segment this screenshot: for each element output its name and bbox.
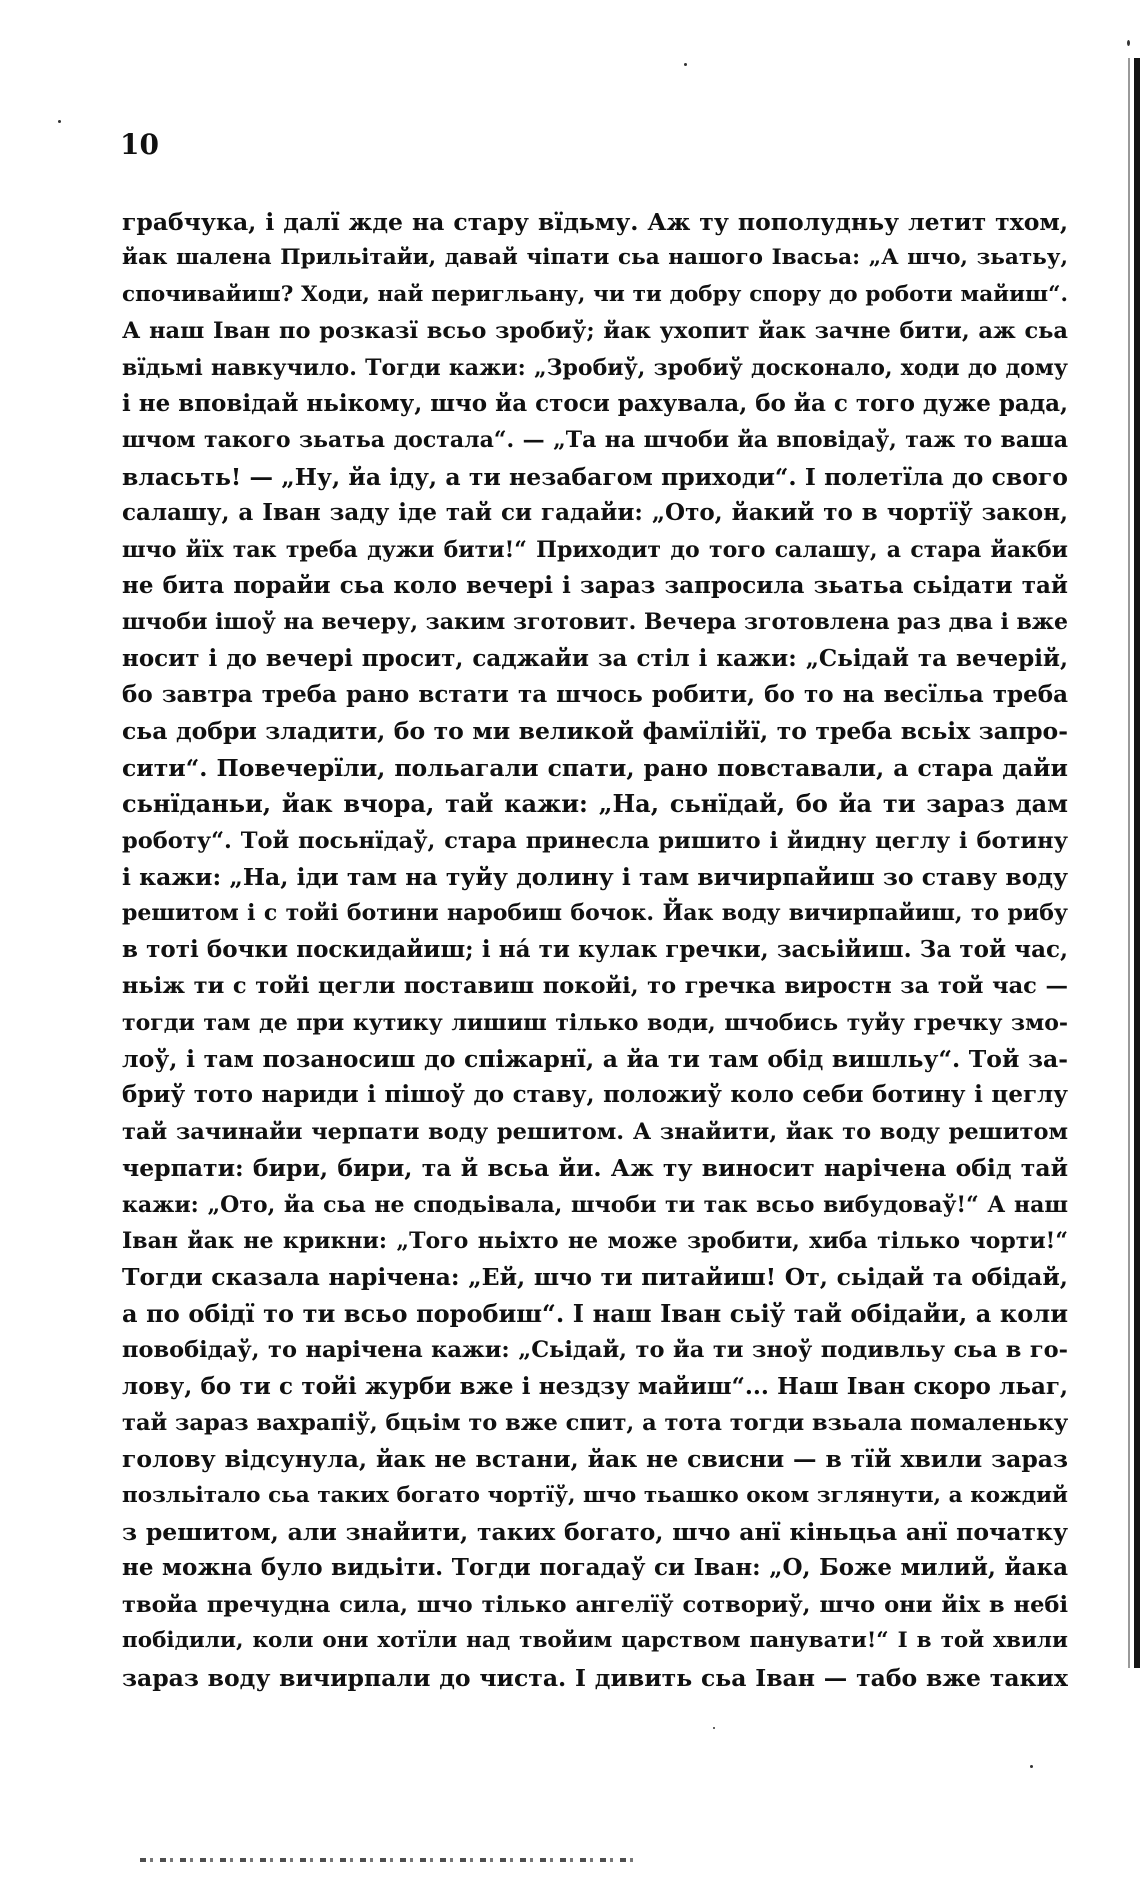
page-edge-bar	[1134, 58, 1140, 1668]
page-edge-line	[1128, 58, 1130, 1668]
text-line: не бита порайи сьа коло вечері і зараз запросила зьатьа сьідати тай	[122, 571, 1068, 599]
scan-speck	[58, 120, 61, 123]
page-number: 10	[120, 128, 159, 161]
text-line: з решитом, али знайити, таких богато, шчо анї кіньцьа анї початку	[122, 1518, 1068, 1547]
text-line: спочивайиш? Ходи, най перигльану, чи ти добру спору до роботи майиш“.	[122, 281, 1068, 307]
text-line: сьа добри зладити, бо то ми великой фамїлійї, то треба всьіх запро-	[122, 717, 1068, 746]
text-line: вїдьмі навкучило. Тогди кажи: „Зробиў, зробиў досконало, ходи до дому	[122, 354, 1068, 381]
scan-speck	[1030, 1765, 1033, 1768]
text-line: власьть! — „Ну, йа іду, а ти незабагом приходи“. І полетїла до свого	[122, 462, 1068, 491]
text-line: в тоті бочки поскидайиш; і на́ ти кулак гречки, засьійиш. За той час,	[122, 935, 1068, 963]
scan-speck	[713, 1727, 715, 1729]
text-line: Тогди сказала нарічена: „Ей, шчо ти питайиш! От, сьідай та обідай,	[122, 1263, 1068, 1292]
text-line: твойа пречудна сила, шчо тілько ангелїў сотвориў, шчо они йіх в небі	[122, 1591, 1068, 1618]
text-line: повобідаў, то нарічена кажи: „Сьідай, то йа ти зноў подивльу сьа в го-	[122, 1337, 1068, 1364]
text-line: шчом такого зьатьа достала“. — „Та на шчоби йа вповідаў, таж то ваша	[122, 427, 1068, 454]
scan-speck	[1127, 40, 1130, 46]
text-line: салашу, а Іван заду іде тай си гадайи: „Ото, йакий то в чортїў закон,	[122, 499, 1068, 527]
text-line: а по обідї то ти всьо поробиш“. І наш Іван сьіў тай обідайи, а коли	[122, 1298, 1068, 1328]
text-line: кажи: „Ото, йа сьа не сподьівала, шчоби ти так всьо вибудоваў!“ А наш	[122, 1191, 1068, 1218]
text-line: бо завтра треба рано встати та шчось робити, бо то на весїльа треба	[122, 681, 1068, 709]
text-line: шчо йїх так треба дужи бити!“ Приходит до того салашу, а стара йакби	[122, 536, 1068, 563]
text-line: не можна було видьіти. Тогди погадаў си Іван: „О, Боже милий, йака	[122, 1554, 1068, 1582]
text-line: голову відсунула, йак не встани, йак не свисни — в тїй хвили зараз	[122, 1445, 1068, 1474]
text-line: лоў, і там позаносиш до спіжарнї, а йа ти там обід вишльу“. Той за-	[122, 1044, 1068, 1073]
body-text	[122, 204, 1068, 1696]
text-line: ньіж ти с тойі цегли поставиш покойі, то гречка виростн за той час —	[122, 973, 1068, 1000]
text-line: роботу“. Той посьнїдаў, стара принесла ришито і йидну цеглу і ботину	[122, 827, 1068, 854]
text-line: побідили, коли они хотїли над твойим царством панувати!“ І в той хвили	[122, 1628, 1068, 1654]
text-line: Іван йак не крикни: „Того ньіхто не може зробити, хиба тілько чорти!“	[122, 1227, 1068, 1254]
text-line: йак шалена Прильітайи, давай чіпати сьа нашого Івасьа: „А шчо, зьатьу,	[122, 245, 1068, 271]
text-line: зараз воду вичирпали до чиста. І дивить сьа Іван — табо вже таких	[122, 1663, 1068, 1692]
text-line: носит і до вечері просит, саджайи за стіл і кажи: „Сьідай та вечерій,	[122, 644, 1068, 672]
text-line: сьнїданьи, йак вчора, тай кажи: „На, сьнїдай, бо йа ти зараз дам	[122, 789, 1068, 819]
scan-speck	[684, 63, 687, 66]
scan-smudge	[140, 1858, 640, 1862]
text-line: шчоби ішоў на вечеру, заким зготовит. Вечера зготовлена раз два і вже	[122, 609, 1068, 636]
text-line: тай зачинайи черпати воду решитом. А знайити, йак то воду решитом	[122, 1118, 1068, 1145]
text-line: і кажи: „На, іди там на туйу долину і там вичирпайиш зо ставу воду	[122, 863, 1068, 892]
text-line: сити“. Повечерїли, польагали спати, рано повставали, а стара дайи	[122, 753, 1068, 782]
text-line: грабчука, і далї жде на стару вїдьму. Аж ту пополудньу летит тхом,	[122, 208, 1068, 236]
text-line: бриў тото нариди і пішоў до ставу, положиў коло себи ботину і цеглу	[122, 1081, 1068, 1109]
text-line: А наш Іван по розказї всьо зробиў; йак ухопит йак зачне бити, аж сьа	[122, 318, 1068, 345]
text-line: і не вповідай ньікому, шчо йа стоси рахувала, бо йа с того дуже рада,	[122, 389, 1068, 417]
text-line: позльітало сьа таких богато чортїў, шчо тьашко оком зглянути, а кождий	[122, 1482, 1068, 1508]
text-line: тай зараз вахрапіў, бцьім то вже спит, а тота тогди взьала помаленьку	[122, 1409, 1068, 1436]
text-line: лову, бо ти с тойі журби вже і нездзу майиш“... Наш Іван скоро льаг,	[122, 1372, 1068, 1400]
text-line: тогди там де при кутику лишиш тілько води, шчобись туйу гречку змо-	[122, 1009, 1068, 1036]
text-line: черпати: бири, бири, та й всьа йи. Аж ту виносит нарічена обід тай	[122, 1154, 1068, 1183]
text-line: решитом і с тойі ботини наробиш бочок. Йак воду вичирпайиш, то рибу	[122, 900, 1068, 927]
